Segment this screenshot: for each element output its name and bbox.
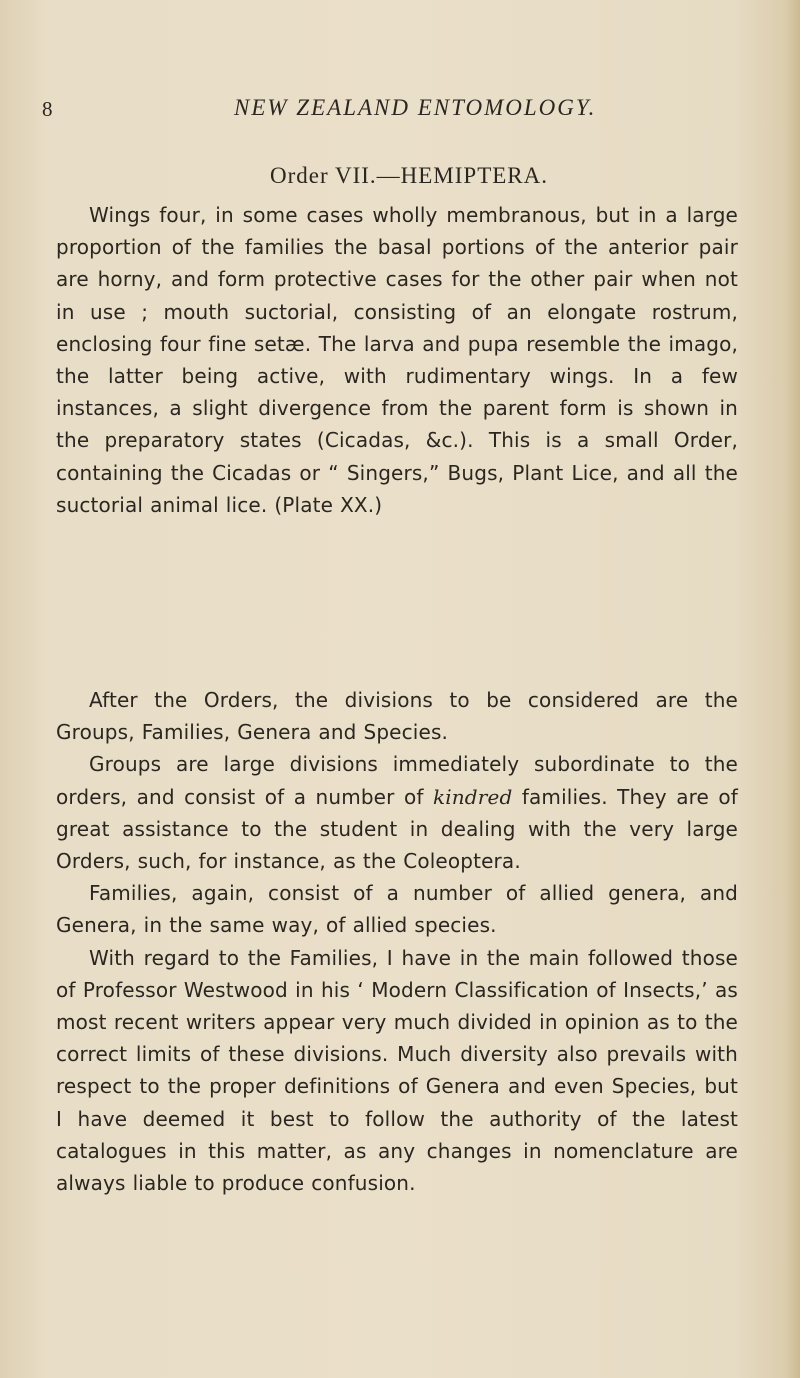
hemiptera-description xyxy=(56,199,738,521)
paragraph-groups xyxy=(56,748,738,877)
page-edge-shadow xyxy=(786,0,800,1378)
paragraph-families: Families, again, consist of a number of allied genera, and Genera, in the same way, of allied species. xyxy=(56,881,738,938)
page-number: 8 xyxy=(42,97,53,121)
running-title: NEW ZEALAND ENTOMOLOGY. xyxy=(234,95,597,120)
groups-text-before: Groups are large divisions immediately subordinate to the orders, and consist of a number of xyxy=(56,752,738,809)
paragraph-westwood: With regard to the Families, I have in the main followed those of Professor Westwood in his ‘ Modern Classification of Insects,’ as most recent writers appear very much divided in opinion as to the correct limits of these divisions. Much diversity also prevails with respect to the proper definitions of Genera and even Species, but I have deemed it best to follow the authority of the latest catalogues in this matter, as any changes in nomenclature are always liable to produce confusion. xyxy=(56,945,738,1196)
kindred-italic: kindred xyxy=(432,784,513,809)
groups-text-after: families. They are of great assistance to the student in dealing with the very large Orders, such, for instance, as the Coleoptera. xyxy=(56,784,739,874)
section-heading: Order VII.—HEMIPTERA. xyxy=(269,163,548,188)
divisions-section xyxy=(56,684,738,1199)
paragraph-divisions: After the Orders, the divisions to be considered are the Groups, Families, Genera and Species. xyxy=(56,688,738,745)
running-head xyxy=(0,95,800,131)
paragraph-hemiptera: Wings four, in some cases wholly membranous, but in a large proportion of the families the basal portions of the anterior pair are horny, and form protective cases for the other pair when not in use ; mouth suctorial, consisting of an elongate rostrum, enclosing four fine setæ. The larva and pupa resemble the imago, the latter being active, with rudimentary wings. In a few instances, a slight divergence from the parent form is shown in the preparatory states (Cicadas, &c.). This is a small Order, containing the Cicadas or “ Singers,” Bugs, Plant Lice, and all the suctorial animal lice. (Plate XX.) xyxy=(56,203,738,517)
